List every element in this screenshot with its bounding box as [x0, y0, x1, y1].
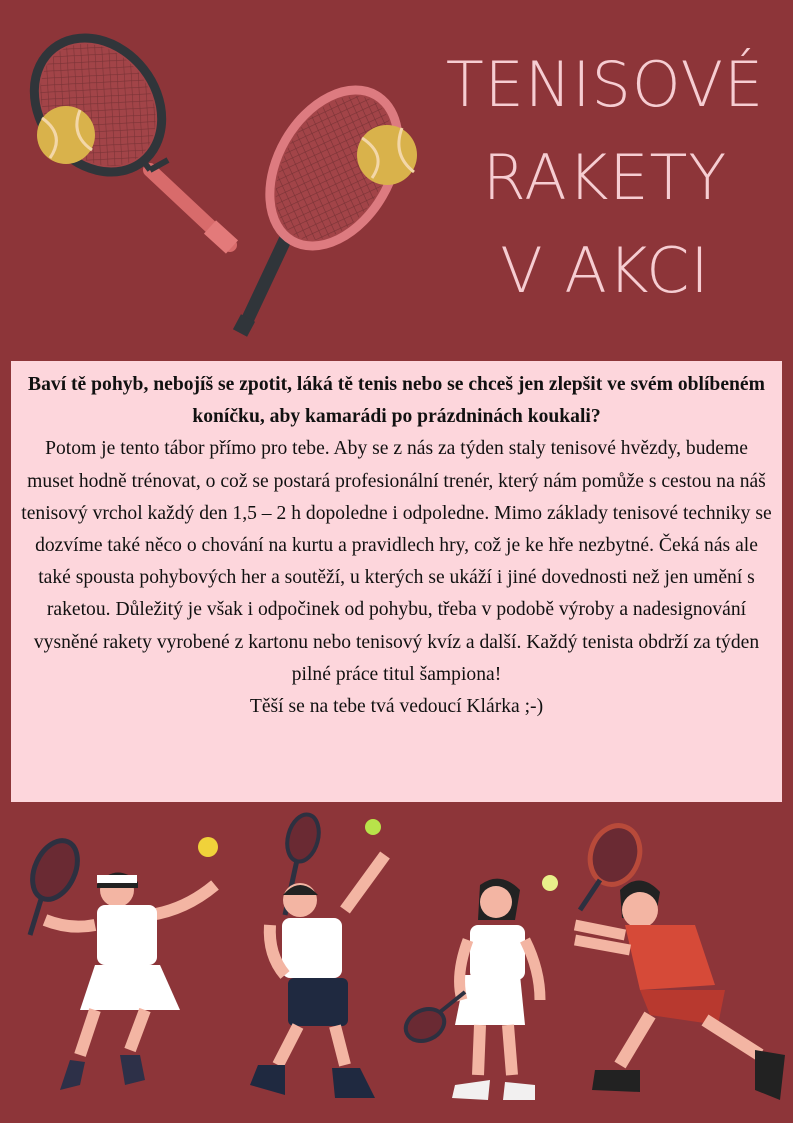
- page-title: [420, 38, 790, 317]
- rackets-illustration: [0, 0, 430, 345]
- tennis-player-figure: [24, 833, 218, 1090]
- title-line-2: RAKETY: [482, 141, 728, 214]
- title-line-3: V AKCI: [500, 234, 710, 307]
- tennis-players-illustration: [0, 800, 793, 1123]
- body-paragraph: Potom je tento tábor přímo pro tebe. Aby se z nás za týden staly tenisové hvězdy, budeme muset hodně trénovat, o což se postará profesionální trenér, který nám pomůže s cestou na náš tenisový vrchol každý den 1,5 – 2 h dopoledne i odpoledne. Mimo základy tenisové techniky se dozvíme také něco o chování na kurtu a pravidlech hry, což je ke hře nezbytné. Čeká nás ale také spousta pohybových her a soutěží, u kterých se ukáží i jiné dovednosti než jen umění s raketou. Důležitý je však i odpočinek od pohybu, třeba v podobě výroby a nadesignování vysněné rakety vyrobené z kartonu nebo tenisový kvíz a další. Každý tenista obdrží za týden pilné práce titul šampiona!: [21, 438, 772, 685]
- tennis-ball-icon: [357, 125, 417, 185]
- tennis-ball-icon: [37, 106, 95, 164]
- tennis-player-figure: [575, 819, 785, 1100]
- lead-paragraph: Baví tě pohyb, nebojíš se zpotit, láká tě tenis nebo se chceš jen zlepšit ve svém oblíbeném koníčku, aby kamarádi po prázdninách koukali?: [28, 374, 765, 428]
- title-line-1: TENISOVÉ: [445, 48, 765, 121]
- description-box: [11, 361, 782, 802]
- tennis-player-figure: [401, 875, 558, 1100]
- tennis-player-figure: [250, 811, 385, 1098]
- signature: Těší se na tebe tvá vedoucí Klárka ;-): [249, 696, 544, 718]
- tennis-racket-icon: [240, 67, 424, 333]
